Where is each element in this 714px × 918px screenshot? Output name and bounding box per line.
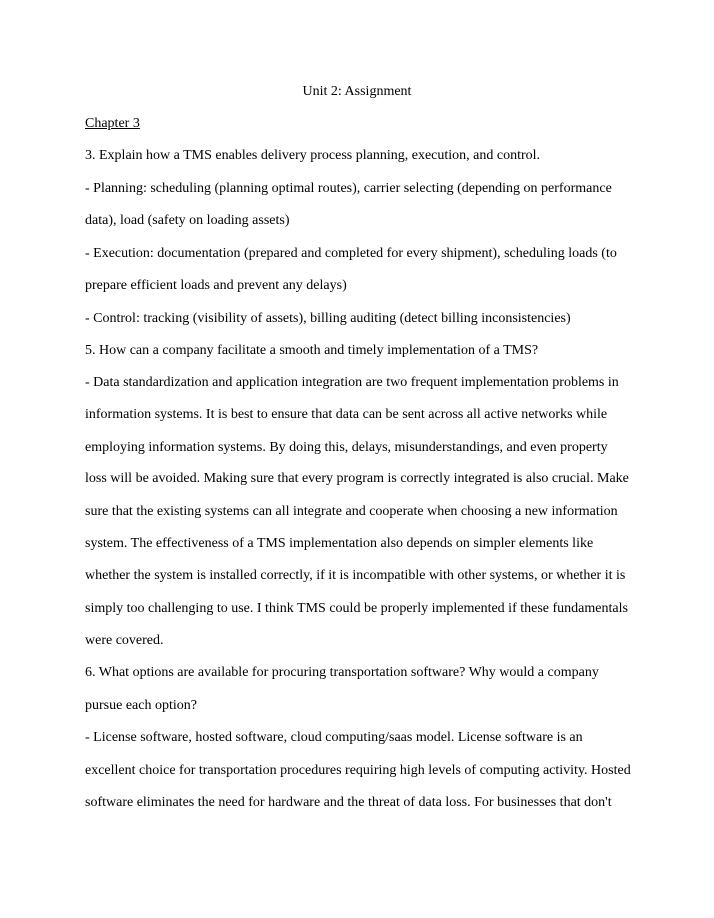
document-title: Unit 2: Assignment [302, 84, 412, 99]
question-3: 3. Explain how a TMS enables delivery process planning, execution, and control. [85, 148, 541, 163]
paragraph-line: - Planning: scheduling (planning optimal routes), carrier selecting (depending on performance [85, 181, 612, 196]
paragraph-line: - Control: tracking (visibility of assets), billing auditing (detect billing inconsistencies) [85, 311, 571, 326]
paragraph-line: prepare efficient loads and prevent any delays) [85, 278, 347, 293]
paragraph-line: - Execution: documentation (prepared and completed for every shipment), scheduling loads (to [85, 246, 617, 261]
paragraph-line: - Data standardization and application integration are two frequent implementation problems in [85, 375, 619, 390]
paragraph-line: sure that the existing systems can all integrate and cooperate when choosing a new information [85, 504, 618, 519]
paragraph-line: were covered. [85, 633, 164, 648]
paragraph-line: information systems. It is best to ensure that data can be sent across all active networks while [85, 407, 608, 422]
paragraph-line: employing information systems. By doing this, delays, misunderstandings, and even property [85, 440, 608, 455]
paragraph-line: software eliminates the need for hardware and the threat of data loss. For businesses that don't [85, 795, 612, 810]
paragraph-line: pursue each option? [85, 698, 197, 713]
paragraph-line: data), load (safety on loading assets) [85, 213, 290, 228]
question-5: 5. How can a company facilitate a smooth and timely implementation of a TMS? [85, 343, 539, 358]
paragraph-line: loss will be avoided. Making sure that every program is correctly integrated is also crucial. Make [85, 471, 629, 486]
paragraph-line: excellent choice for transportation procedures requiring high levels of computing activity. Hosted [85, 763, 631, 778]
paragraph-line: - License software, hosted software, cloud computing/saas model. License software is an [85, 730, 583, 745]
paragraph-line: simply too challenging to use. I think TMS could be properly implemented if these fundamentals [85, 601, 628, 616]
chapter-heading: Chapter 3 [85, 116, 140, 131]
paragraph-line: whether the system is installed correctly, if it is incompatible with other systems, or whether it is [85, 568, 626, 583]
question-6: 6. What options are available for procuring transportation software? Why would a company [85, 665, 599, 680]
paragraph-line: system. The effectiveness of a TMS implementation also depends on simpler elements like [85, 536, 594, 551]
